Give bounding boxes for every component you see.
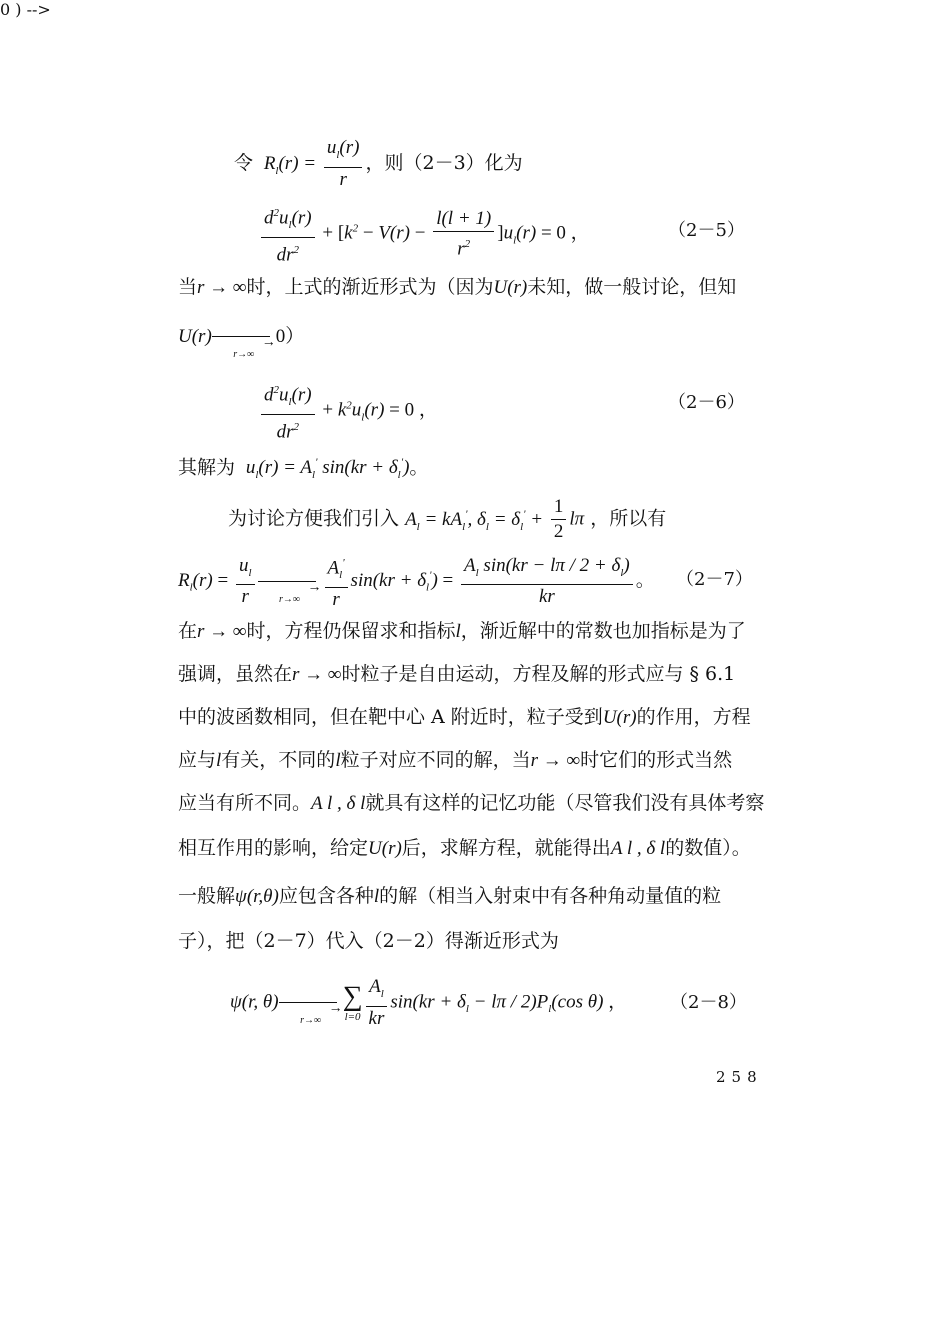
p2-c: 未知，做一般讨论，但知 xyxy=(527,276,737,298)
fraction-Al-over-kr: $\frac{A_l}{kr}$ xyxy=(366,975,388,1031)
limit-arrow-3: → r→∞ xyxy=(279,989,343,1017)
page-number: 258 xyxy=(716,1068,763,1086)
text-line-12 xyxy=(178,882,721,911)
p2-b: 时，上式的渐近形式为（因为 xyxy=(246,276,494,298)
fraction-ul-over-r: $\frac{u_l}{r}$ xyxy=(236,554,255,610)
summation-sign: ∑ l=0 xyxy=(342,980,363,1023)
p7-l2-b: 时粒子是自由运动，方程及解的形式应与 § 6.1 xyxy=(341,663,736,685)
index-l-1: l xyxy=(455,621,461,642)
text-line-5: 为讨论方便我们引入 $A_l = kA_l'$, $\delta_l = \delta_l'$ + $\frac{1}{2}$ lπ ，所以有 xyxy=(228,496,667,542)
equation-number-2-6: （2－6） xyxy=(668,392,745,413)
text-line-7 xyxy=(178,660,735,689)
equation-2-7: $R_l(r)$ = $\frac{u_l}{r}$ → r→∞ $\frac{A_l'}{r}$ $\sin(kr + \delta_l')$ = $\frac{A_l \sin(kr - l\pi / 2 + \delta_l)}{kr}$ 。 xyxy=(178,551,655,612)
formula-u-solution: $u_l(r) = A_l'$ $\sin(kr + \delta_l')$ xyxy=(241,457,410,482)
p7-l4-d: 时它们的形式当然 xyxy=(580,749,733,771)
p7-l3-a: 中的波函数相同，但在靶中心 A 附近时，粒子受到 xyxy=(178,706,603,728)
p7-l6-a: 相互作用的影响，给定 xyxy=(178,837,369,859)
text-line-13 xyxy=(178,927,559,955)
p5-suffix: ，所以有 xyxy=(590,507,667,530)
text-line-3 xyxy=(178,322,305,360)
index-l-4: l xyxy=(373,886,380,907)
p7-l6-c: 的数值）。 xyxy=(665,837,751,859)
p7-l5-a: 应当有所不同。 xyxy=(178,792,312,814)
limit-arrow-2: → r→∞ xyxy=(258,568,322,596)
p2-a: 当 xyxy=(178,276,198,298)
zero-limit: 0 xyxy=(275,326,286,347)
p8-l1-a: 一般解 xyxy=(178,885,236,907)
U-r-4: U(r) xyxy=(368,838,402,859)
p8-l1-b: 应包含各种 xyxy=(278,885,374,907)
p7-l4-b: 有关，不同的 xyxy=(221,749,336,771)
fraction-one-half: $\frac{1}{2}$ xyxy=(551,495,567,544)
limit-arrow-1: → r→∞ xyxy=(212,323,276,351)
p3-close: ） xyxy=(285,325,305,347)
equation-2-5: $\frac{d^2u_l(r)}{dr^2}$ + [$k^2 - V(r)$ − $\frac{l(l + 1)}{r^2}$ ]$u_l(r) = 0$ ， xyxy=(258,201,590,267)
fraction-u-over-r: $\frac{u_l(r)}{r}$ xyxy=(324,136,363,192)
fraction-A-prime-over-r: $\frac{A_l'}{r}$ xyxy=(325,551,348,612)
U-r-1: U(r) xyxy=(493,277,528,298)
p7-l3-b: 的作用，方程 xyxy=(636,706,751,728)
text-line-10 xyxy=(178,789,764,818)
p7-l1-c: ，渐近解中的常数也加指标是为了 xyxy=(460,620,746,642)
p5-prefix: 为讨论方便我们引入 xyxy=(228,507,400,530)
text-line-4 xyxy=(178,449,428,489)
r-to-inf-1: r → ∞ xyxy=(197,277,247,298)
p1-prefix: 令 xyxy=(234,151,254,174)
p1-suffix: ，则（2－3）化为 xyxy=(365,151,523,174)
p6-period: 。 xyxy=(635,569,655,591)
r-to-inf-4: r → ∞ xyxy=(530,750,581,771)
r-to-inf-2: r → ∞ xyxy=(197,621,247,642)
A-delta-2: A l , δ l xyxy=(610,838,666,859)
index-l-2: l xyxy=(216,750,222,771)
psi-r-theta: ψ(r,θ) xyxy=(235,886,279,907)
text-line-11 xyxy=(178,834,751,863)
text-line-6 xyxy=(178,617,746,646)
formula-A-delta-def: $A_l = kA_l'$, $\delta_l = \delta_l'$ + xyxy=(405,508,548,533)
text-line-9 xyxy=(178,746,732,775)
p7-l1-b: 时，方程仍保留求和指标 xyxy=(246,620,456,642)
text-line-1 xyxy=(234,136,523,192)
fraction-l-l1-r2: $\frac{l(l + 1)}{r^2}$ xyxy=(433,207,494,261)
p7-l4-c: 粒子对应不同的解，当 xyxy=(340,749,531,771)
formula-R-def: $R_l(r)$ = xyxy=(259,152,321,177)
r-to-inf-3: r → ∞ xyxy=(292,664,342,685)
equation-2-6: $\frac{d^2u_l(r)}{dr^2}$ + $k^2u_l(r) = 0$ ， xyxy=(258,378,438,444)
p7-l4-a: 应与 xyxy=(178,749,217,771)
p7-l2-a: 强调，虽然在 xyxy=(178,663,293,685)
U-r-3: U(r) xyxy=(602,707,637,728)
p7-l5-b: 就具有这样的记忆功能（尽管我们没有具体考察 xyxy=(365,792,765,814)
p8-l2: 子），把（2－7）代入（2－2）得渐近形式为 xyxy=(178,930,559,952)
equation-number-2-5: （2－5） xyxy=(668,220,745,241)
p4-prefix: 其解为 xyxy=(178,456,236,479)
text-line-2 xyxy=(178,273,736,302)
p8-l1-c: 的解（相当入射束中有各种角动量值的粒 xyxy=(379,885,722,907)
equation-2-8: ψ(r, θ) → r→∞ ∑ l=0 $\frac{A_l}{kr}$ $\sin(kr + \delta_l - l\pi / 2)P_l(\cos$ θ) ， xyxy=(230,976,628,1029)
text-line-8 xyxy=(178,703,751,732)
index-l-3: l xyxy=(335,750,341,771)
U-r-2: U(r) xyxy=(178,326,212,347)
equation-number-2-8: （2－8） xyxy=(670,992,747,1013)
A-delta-1: A l , δ l xyxy=(311,793,366,814)
fraction-asymptotic-R: $\frac{A_l \sin(kr - l\pi / 2 + \delta_l)}{kr}$ xyxy=(461,554,633,610)
fraction-d2u-dr2: $\frac{d^2u_l(r)}{dr^2}$ xyxy=(261,201,315,267)
equation-number-2-7: （2－7） xyxy=(676,569,753,590)
p7-l6-b: 后，求解方程，就能得出 xyxy=(401,837,611,859)
p4-suffix: 。 xyxy=(409,456,429,479)
fraction-d2u-dr2-2: $\frac{d^2u_l(r)}{dr^2}$ xyxy=(261,378,315,444)
p7-l1-a: 在 xyxy=(178,620,198,642)
